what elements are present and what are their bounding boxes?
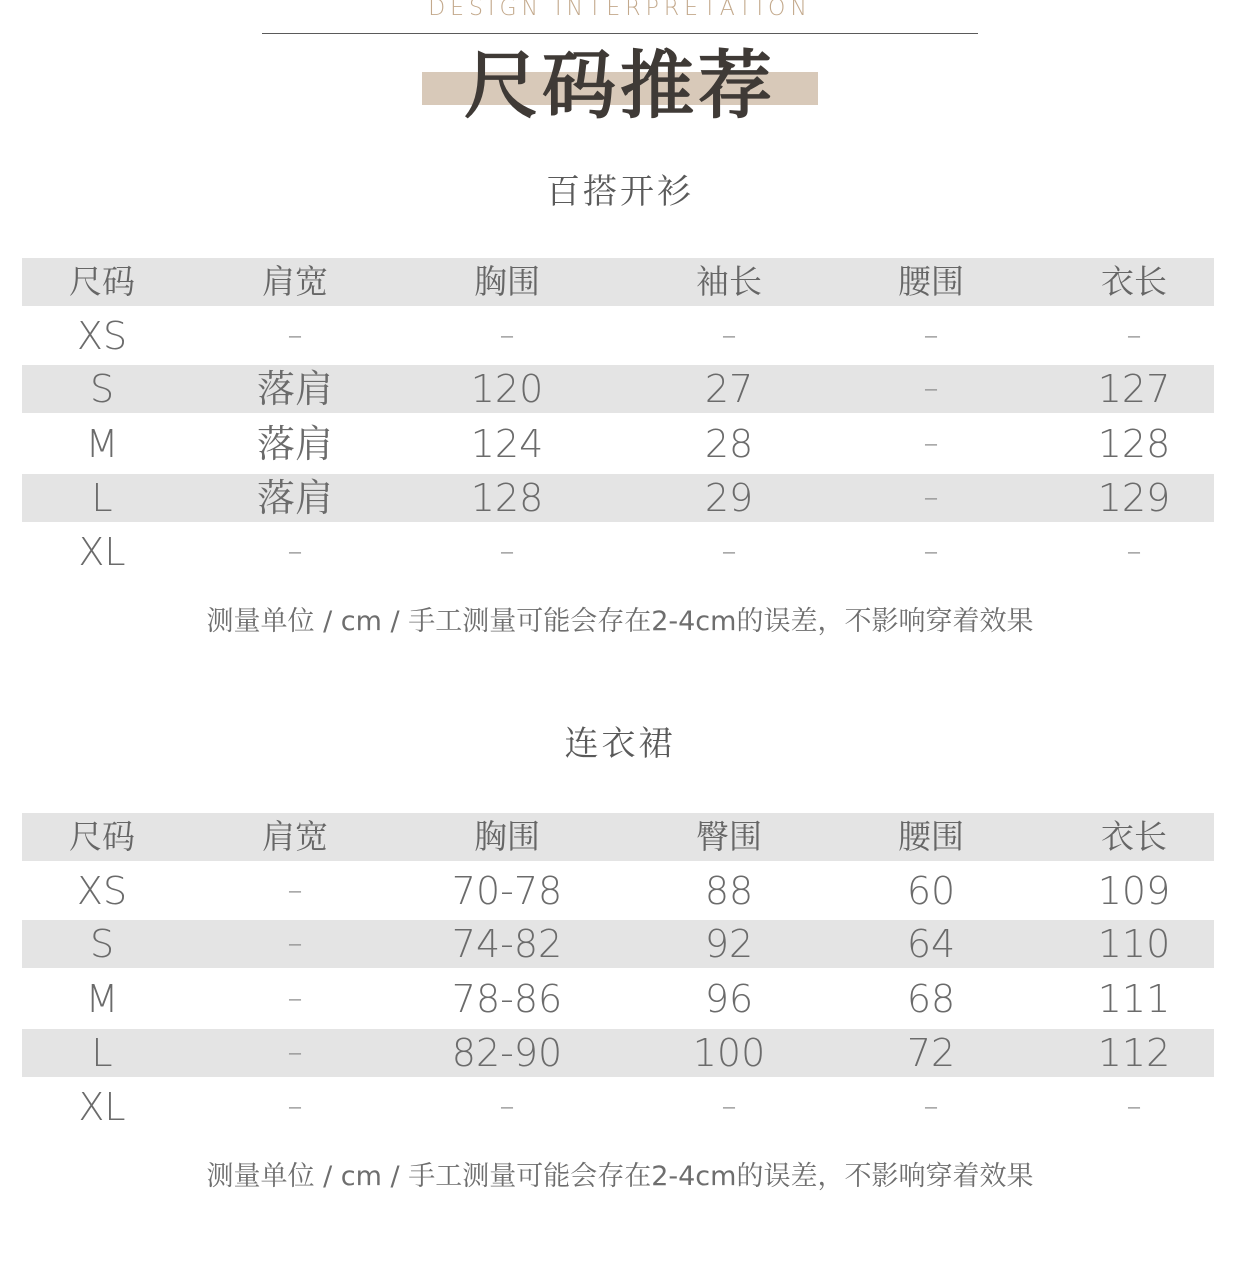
table-cell: 29 <box>704 476 754 520</box>
table-cell: 28 <box>704 422 754 466</box>
table-cell: 120 <box>470 367 544 411</box>
table-cell: 128 <box>470 476 544 520</box>
table-cell: – <box>499 534 515 569</box>
table-cell: – <box>287 926 303 961</box>
table-cell: – <box>499 318 515 353</box>
table-cell: – <box>923 371 939 406</box>
table-cell: S <box>89 367 115 411</box>
table-row <box>22 975 1214 1023</box>
header-subtitle-en: DESIGN INTERPRETATION <box>428 0 812 21</box>
table-cell: – <box>923 534 939 569</box>
page-title: 尺码推荐 <box>464 43 776 129</box>
column-header: 肩宽 <box>262 262 328 301</box>
table-cell: 100 <box>692 1031 766 1075</box>
column-header: 臀围 <box>696 817 762 856</box>
column-header: 袖长 <box>696 262 762 301</box>
column-header: 腰围 <box>898 817 964 856</box>
table-row <box>22 474 1214 522</box>
table-cell: – <box>721 534 737 569</box>
table-cell: M <box>85 977 119 1021</box>
table-row <box>22 420 1214 468</box>
table-cell: – <box>721 1089 737 1124</box>
table-cell: 128 <box>1097 422 1171 466</box>
table-cell: L <box>91 476 113 520</box>
table-cell: – <box>287 318 303 353</box>
table-cell: 60 <box>906 869 956 913</box>
table-cell: 27 <box>704 367 754 411</box>
section-title-cardigan: 百搭开衫 <box>546 172 694 212</box>
table-cell: – <box>923 318 939 353</box>
table-cell: XL <box>78 530 126 574</box>
table-cell: – <box>287 873 303 908</box>
table-row <box>22 1083 1214 1131</box>
column-header: 胸围 <box>474 817 540 856</box>
table-cell: 127 <box>1097 367 1171 411</box>
table-cell: 70-78 <box>451 869 563 913</box>
measurement-note: 测量单位 / cm / 手工测量可能会存在2-4cm的误差，不影响穿着效果 <box>206 606 1034 637</box>
column-header: 尺码 <box>69 262 135 301</box>
section-title-dress: 连衣裙 <box>564 724 676 764</box>
table-cell: 74-82 <box>451 922 563 966</box>
table-cell: – <box>923 426 939 461</box>
table-row <box>22 528 1214 576</box>
table-cell: 落肩 <box>256 476 334 520</box>
table-cell: – <box>287 981 303 1016</box>
table-cell: 68 <box>906 977 956 1021</box>
column-header: 尺码 <box>69 817 135 856</box>
table-row <box>22 312 1214 360</box>
table-cell: XL <box>78 1085 126 1129</box>
table-cell: 72 <box>906 1031 956 1075</box>
table-cell: S <box>89 922 115 966</box>
table-cell: 78-86 <box>451 977 563 1021</box>
table-cell: – <box>1126 318 1142 353</box>
table-cell: – <box>923 480 939 515</box>
table-cell: 92 <box>704 922 754 966</box>
table-cell: – <box>287 534 303 569</box>
table-cell: 110 <box>1097 922 1171 966</box>
table-header-row <box>22 813 1214 861</box>
table-cell: – <box>721 318 737 353</box>
table-cell: XS <box>76 314 128 358</box>
table-cell: 落肩 <box>256 367 334 411</box>
column-header: 肩宽 <box>262 817 328 856</box>
column-header: 衣长 <box>1101 817 1167 856</box>
table-row <box>22 365 1214 413</box>
column-header: 腰围 <box>898 262 964 301</box>
table-cell: – <box>923 1089 939 1124</box>
table-cell: – <box>1126 534 1142 569</box>
table-row <box>22 867 1214 915</box>
table-cell: 82-90 <box>451 1031 563 1075</box>
table-cell: – <box>287 1089 303 1124</box>
table-cell: L <box>91 1031 113 1075</box>
table-cell: – <box>499 1089 515 1124</box>
table-row <box>22 920 1214 968</box>
table-cell: 64 <box>906 922 956 966</box>
table-cell: 109 <box>1097 869 1171 913</box>
table-cell: XS <box>76 869 128 913</box>
table-cell: 129 <box>1097 476 1171 520</box>
table-cell: 落肩 <box>256 422 334 466</box>
table-cell: 124 <box>470 422 544 466</box>
table-cell: 112 <box>1097 1031 1171 1075</box>
table-header-row <box>22 258 1214 306</box>
measurement-note: 测量单位 / cm / 手工测量可能会存在2-4cm的误差，不影响穿着效果 <box>206 1161 1034 1192</box>
table-row <box>22 1029 1214 1077</box>
table-cell: 111 <box>1097 977 1171 1021</box>
column-header: 胸围 <box>474 262 540 301</box>
table-cell: – <box>287 1035 303 1070</box>
column-header: 衣长 <box>1101 262 1167 301</box>
table-cell: 96 <box>704 977 754 1021</box>
table-cell: M <box>85 422 119 466</box>
table-cell: 88 <box>704 869 754 913</box>
table-cell: – <box>1126 1089 1142 1124</box>
header-divider <box>262 33 978 34</box>
